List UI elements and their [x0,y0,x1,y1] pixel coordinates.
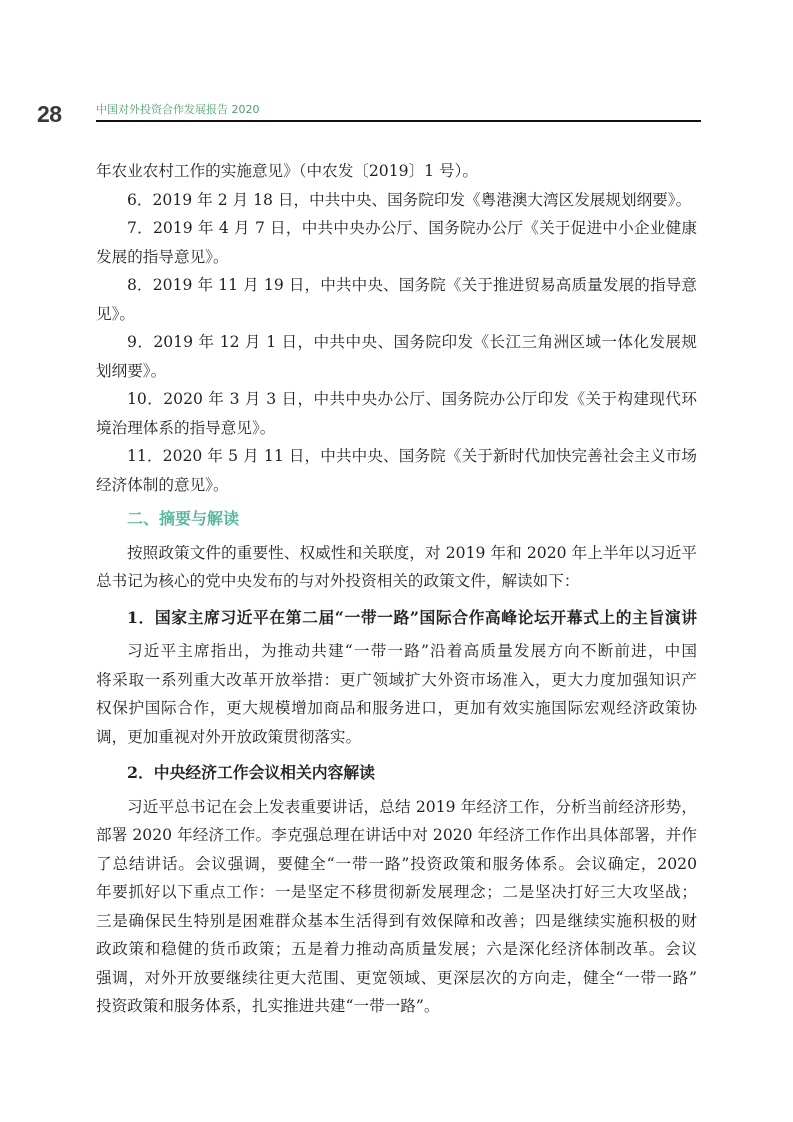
paragraph [96,442,697,499]
paragraph [96,328,697,385]
paragraph [96,186,697,215]
paragraph [96,793,697,1021]
text-line: 权保护国际合作，更大规模增加商品和服务进口，更加有效实施国际宏观经济政策协 [96,699,697,717]
text-line: 总书记为核心的党中央发布的与对外投资相关的政策文件，解读如下： [96,572,580,590]
text-line: 见》。 [96,304,135,323]
text-line: 9．2019 年 12 月 1 日，中共中央、国务院印发《长江三角洲区域一体化发展规 [127,333,697,351]
subsection-heading: 2．中央经济工作会议相关内容解读 [127,763,375,782]
text-line: 习近平主席指出，为推动共建“一带一路”沿着高质量发展方向不断前进，中国 [127,642,697,660]
paragraph [96,214,697,271]
subsection-heading: 1．国家主席习近平在第二届“一带一路”国际合作高峰论坛开幕式上的主旨演讲 [127,607,697,627]
paragraph [96,539,697,596]
paragraph [96,385,697,442]
text-line: 政政策和稳健的货币政策；五是着力推动高质量发展；六是深化经济体制改革。会议 [96,940,697,958]
text-line: 年要抓好以下重点工作：一是坚定不移贯彻新发展理念；二是坚决打好三大攻坚战； [96,883,697,901]
text-line: 三是确保民生特别是困难群众基本生活得到有效保障和改善；四是继续实施积极的财 [96,911,697,930]
text-line: 11．2020 年 5 月 11 日，中共中央、国务院《关于新时代加快完善社会主义市场 [127,447,697,465]
page-number: 28 [37,101,62,127]
running-title: 中国对外投资合作发展报告 2020 [96,103,260,116]
text-line: 按照政策文件的重要性、权威性和关联度，对 2019 年和 2020 年上半年以习近平 [127,543,697,562]
text-line: 投资政策和服务体系，扎实推进共建“一带一路”。 [96,997,440,1015]
text-line: 将采取一系列重大改革开放举措：更广领域扩大外资市场准入，更大力度加强知识产 [96,670,697,689]
text-line: 发展的指导意见》。 [96,247,229,266]
text-line: 习近平总书记在会上发表重要讲话，总结 2019 年经济工作，分析当前经济形势， [127,797,697,816]
document-body [96,157,697,1021]
paragraph [96,157,697,186]
text-line: 划纲要》。 [96,361,167,380]
text-line: 8．2019 年 11 月 19 日，中共中央、国务院《关于推进贸易高质量发展的指导意 [127,276,697,294]
header-divider [96,120,701,122]
text-line: 调，更加重视对外开放政策贯彻落实。 [96,727,362,746]
section-heading: 二、摘要与解读 [127,509,240,528]
text-line: 经济体制的意见》。 [96,475,229,494]
text-line: 10．2020 年 3 月 3 日，中共中央办公厅、国务院办公厅印发《关于构建现代环 [127,390,697,408]
text-line: 强调，对外开放要继续往更大范围、更宽领域、更深层次的方向走，健全“一带一路” [96,968,697,987]
text-line: 了总结讲话。会议强调，要健全“一带一路”投资政策和服务体系。会议确定，2020 [96,854,697,873]
text-line: 7．2019 年 4 月 7 日，中共中央办公厅、国务院办公厅《关于促进中小企业健康 [127,219,697,237]
paragraph [96,637,697,751]
text-line: 年农业农村工作的实施意见》（中农发〔2019〕1 号）。 [96,162,479,180]
text-line: 境治理体系的指导意见》。 [96,418,276,437]
text-line: 部署 2020 年经济工作。李克强总理在讲话中对 2020 年经济工作作出具体部署，并作 [96,826,697,844]
paragraph [96,271,697,328]
text-line: 6．2019 年 2 月 18 日，中共中央、国务院印发《粤港澳大湾区发展规划纲要》。 [127,190,692,209]
